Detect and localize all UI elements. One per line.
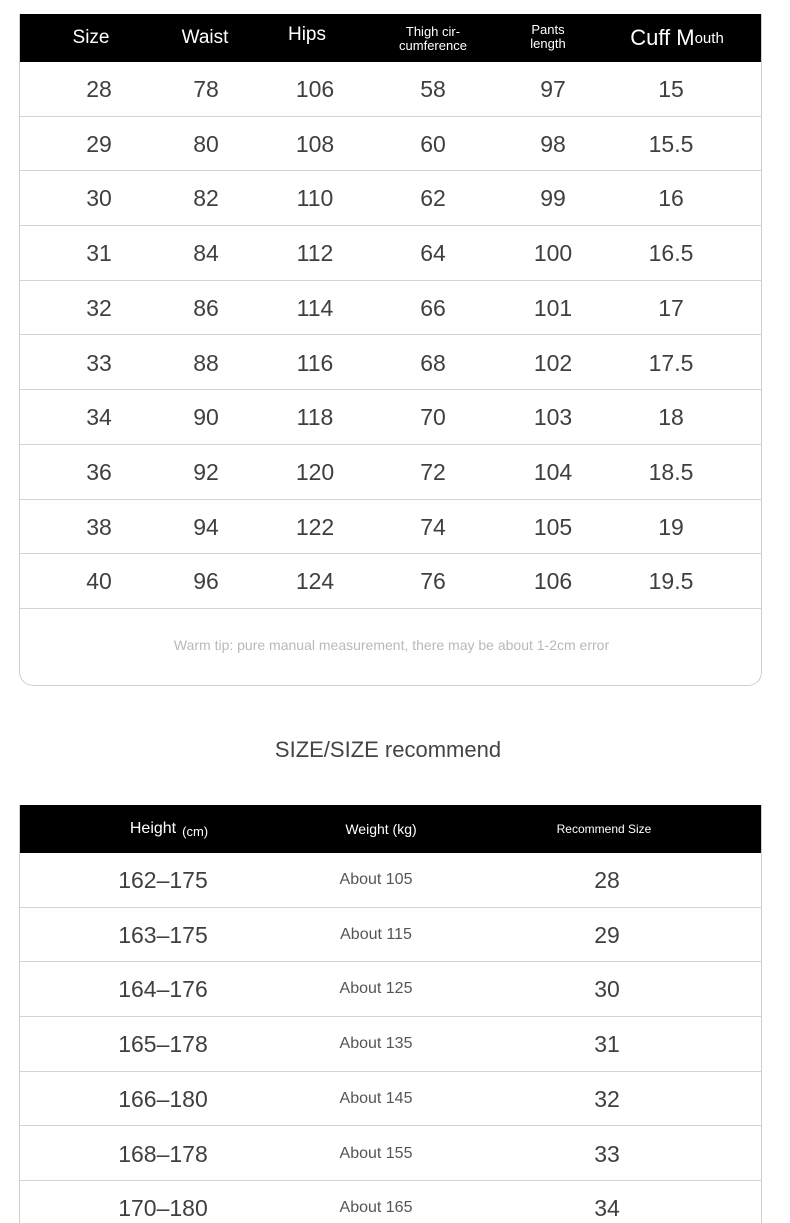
cell-thigh: 68 bbox=[420, 349, 446, 376]
size-measurement-table bbox=[19, 14, 762, 686]
cell-hips: 116 bbox=[296, 349, 334, 376]
cell-height: 162–175 bbox=[118, 867, 208, 893]
cell-waist: 84 bbox=[193, 240, 219, 267]
table-row bbox=[20, 117, 762, 172]
cell-hips: 114 bbox=[296, 294, 334, 321]
cell-waist: 82 bbox=[193, 185, 219, 212]
header-hips: Hips bbox=[287, 24, 327, 45]
cell-cuff-mouth: 17.5 bbox=[648, 349, 694, 376]
header-waist: Waist bbox=[181, 27, 229, 48]
cell-pants-length: 106 bbox=[533, 568, 573, 595]
cell-weight: About 165 bbox=[339, 1199, 413, 1217]
recommend-section-title: SIZE/SIZE recommend bbox=[274, 737, 502, 762]
cell-recommend-size: 34 bbox=[594, 1195, 620, 1222]
cell-waist: 88 bbox=[193, 349, 219, 376]
cell-height: 166–180 bbox=[118, 1085, 208, 1112]
cell-pants-length: 104 bbox=[533, 458, 573, 485]
table-row bbox=[20, 1127, 762, 1182]
header-cuff-tail: outh bbox=[694, 29, 724, 47]
header-recommend-size: Recommend Size bbox=[556, 822, 652, 836]
cell-cuff-mouth: 18.5 bbox=[648, 458, 694, 485]
cell-weight: About 135 bbox=[339, 1035, 413, 1053]
cell-cuff-mouth: 15.5 bbox=[648, 130, 694, 157]
cell-waist: 92 bbox=[193, 458, 219, 485]
cell-pants-length: 97 bbox=[540, 76, 566, 102]
cell-hips: 108 bbox=[295, 130, 335, 157]
cell-recommend-size: 28 bbox=[594, 867, 620, 893]
cell-pants-length: 103 bbox=[533, 404, 573, 431]
table-row bbox=[20, 962, 762, 1017]
table-row bbox=[20, 1072, 762, 1127]
cell-waist: 90 bbox=[193, 404, 219, 431]
table-row bbox=[20, 171, 762, 226]
table-row bbox=[20, 336, 762, 391]
cell-pants-length: 98 bbox=[540, 130, 566, 157]
header-size: Size bbox=[72, 27, 110, 48]
cell-size: 36 bbox=[86, 458, 112, 485]
cell-waist: 78 bbox=[193, 76, 219, 102]
size-recommend-table bbox=[19, 805, 762, 1223]
cell-hips: 124 bbox=[295, 568, 335, 595]
recommend-table-header bbox=[20, 805, 762, 853]
header-cuff-main: Cuff M bbox=[630, 25, 695, 50]
cell-thigh: 70 bbox=[420, 404, 446, 431]
cell-height: 170–180 bbox=[118, 1195, 208, 1222]
cell-size: 28 bbox=[86, 76, 112, 102]
cell-waist: 80 bbox=[193, 130, 219, 157]
cell-weight: About 145 bbox=[339, 1089, 413, 1107]
cell-size: 40 bbox=[86, 568, 112, 595]
cell-cuff-mouth: 16.5 bbox=[648, 240, 694, 267]
table-row bbox=[20, 226, 762, 281]
cell-hips: 112 bbox=[296, 240, 334, 267]
header-height-label: Height bbox=[129, 820, 177, 837]
cell-height: 168–178 bbox=[118, 1140, 208, 1167]
cell-thigh: 66 bbox=[420, 294, 446, 321]
cell-size: 34 bbox=[86, 404, 112, 431]
cell-hips: 110 bbox=[296, 185, 334, 212]
cell-thigh: 76 bbox=[420, 568, 446, 595]
measurement-tip: Warm tip: pure manual measurement, there may be about 1-2cm error bbox=[173, 637, 610, 653]
cell-size: 32 bbox=[86, 294, 112, 321]
cell-size: 29 bbox=[86, 130, 112, 157]
table-row bbox=[20, 908, 762, 963]
cell-cuff-mouth: 19.5 bbox=[648, 568, 694, 595]
cell-cuff-mouth: 16 bbox=[658, 185, 684, 212]
cell-waist: 94 bbox=[193, 513, 219, 540]
cell-cuff-mouth: 15 bbox=[658, 76, 684, 102]
cell-cuff-mouth: 18 bbox=[658, 404, 684, 431]
cell-hips: 106 bbox=[295, 76, 335, 102]
cell-recommend-size: 33 bbox=[594, 1140, 620, 1167]
cell-thigh: 62 bbox=[420, 185, 446, 212]
cell-hips: 122 bbox=[295, 513, 335, 540]
cell-cuff-mouth: 19 bbox=[658, 513, 684, 540]
cell-height: 163–175 bbox=[118, 921, 208, 948]
header-cuff-mouth bbox=[630, 14, 724, 62]
size-table-header bbox=[20, 14, 762, 62]
cell-size: 33 bbox=[86, 349, 112, 376]
table-row bbox=[20, 445, 762, 500]
cell-cuff-mouth: 17 bbox=[658, 294, 684, 321]
cell-pants-length: 99 bbox=[540, 185, 566, 212]
cell-recommend-size: 32 bbox=[594, 1085, 620, 1112]
header-pants-length: Pants length bbox=[530, 22, 566, 51]
cell-size: 31 bbox=[86, 240, 112, 267]
cell-hips: 118 bbox=[296, 404, 334, 431]
cell-weight: About 155 bbox=[339, 1144, 413, 1162]
table-row bbox=[20, 1181, 762, 1223]
cell-thigh: 58 bbox=[420, 76, 446, 102]
table-row bbox=[20, 62, 762, 117]
cell-thigh: 72 bbox=[420, 458, 446, 485]
cell-thigh: 74 bbox=[420, 513, 446, 540]
cell-pants-length: 105 bbox=[533, 513, 573, 540]
cell-recommend-size: 29 bbox=[594, 921, 620, 948]
cell-hips: 120 bbox=[295, 458, 335, 485]
cell-size: 30 bbox=[86, 185, 112, 212]
header-thigh-circumference: Thigh cir- cumference bbox=[399, 24, 467, 53]
table-row bbox=[20, 1017, 762, 1072]
cell-waist: 96 bbox=[193, 568, 219, 595]
cell-thigh: 64 bbox=[420, 240, 446, 267]
cell-pants-length: 101 bbox=[533, 294, 573, 321]
cell-weight: About 115 bbox=[340, 925, 412, 943]
cell-thigh: 60 bbox=[420, 130, 446, 157]
cell-waist: 86 bbox=[193, 294, 219, 321]
cell-recommend-size: 31 bbox=[594, 1031, 620, 1058]
cell-weight: About 125 bbox=[339, 980, 413, 998]
cell-recommend-size: 30 bbox=[594, 976, 620, 1003]
header-weight: Weight (kg) bbox=[345, 821, 417, 837]
cell-size: 38 bbox=[86, 513, 112, 540]
cell-height: 165–178 bbox=[118, 1031, 208, 1058]
table-row bbox=[20, 390, 762, 445]
table-row bbox=[20, 281, 762, 336]
table-row bbox=[20, 500, 762, 555]
table-row bbox=[20, 853, 762, 908]
cell-weight: About 105 bbox=[339, 871, 413, 888]
header-height bbox=[130, 805, 208, 853]
table-row bbox=[20, 554, 762, 609]
cell-pants-length: 100 bbox=[533, 240, 573, 267]
cell-pants-length: 102 bbox=[533, 349, 573, 376]
cell-height: 164–176 bbox=[118, 976, 208, 1003]
header-height-unit: (cm) bbox=[182, 823, 209, 839]
